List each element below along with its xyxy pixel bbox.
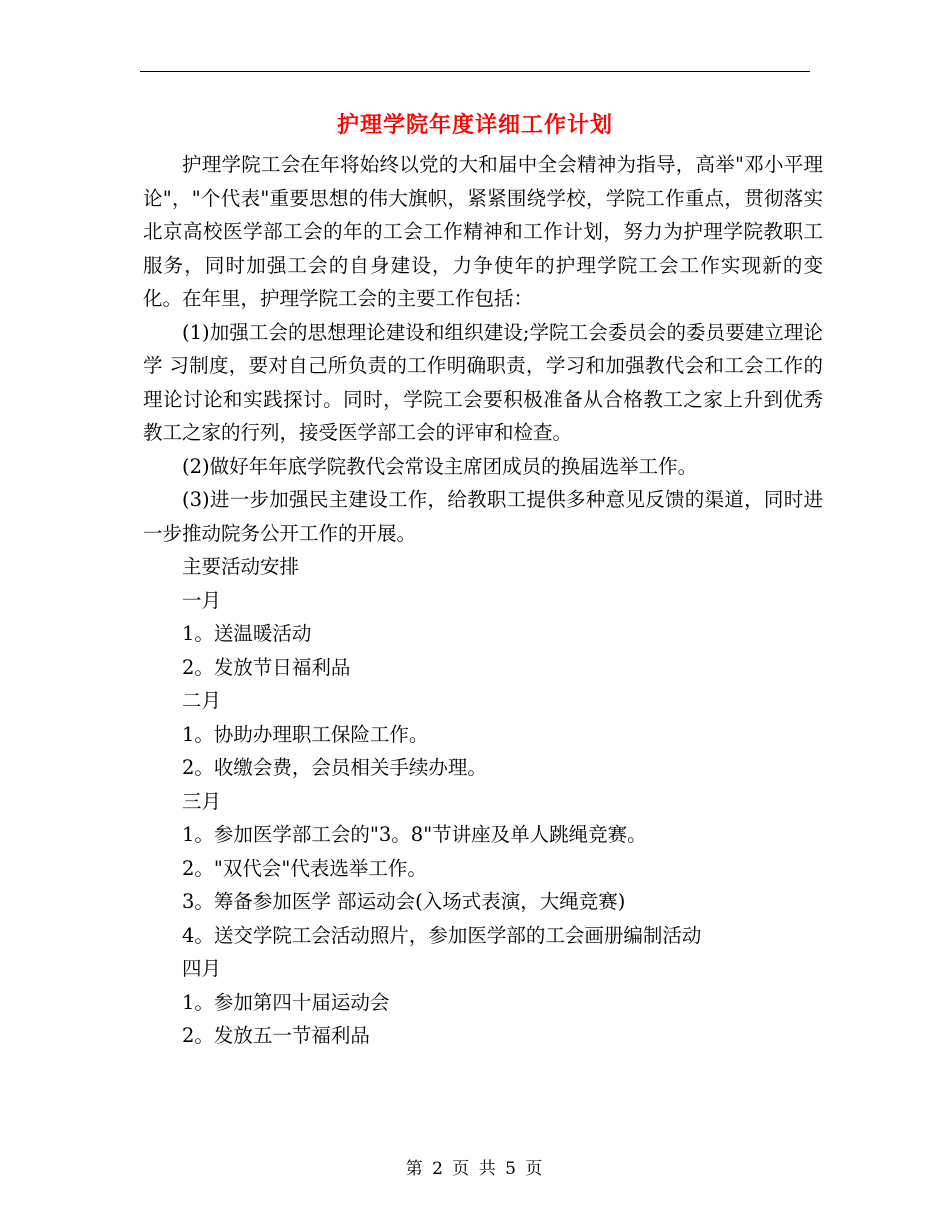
month-task: 4。送交学院工会活动照片，参加医学部的工会画册编制活动: [182, 923, 702, 947]
document-body: [143, 148, 823, 1053]
page-number: 第 2 页 共 5 页: [405, 1159, 545, 1179]
work-item-2: (2)做好年年底学院教代会常设主席团成员的换届选举工作。: [182, 454, 698, 478]
month-task: 1。参加医学部工会的"3。8"节讲座及单人跳绳竞赛。: [182, 823, 647, 846]
month-task: 3。筹备参加医学 部运动会(入场式表演，大绳竞赛): [182, 890, 626, 913]
month-task: 2。发放节日福利品: [182, 655, 351, 679]
month-task: 2。"双代会"代表选举工作。: [182, 856, 427, 880]
document-title: 护理学院年度详细工作计划: [336, 112, 613, 138]
month-task: 1。参加第四十届运动会: [182, 990, 390, 1014]
month-heading-feb: 二月: [182, 689, 222, 712]
month-heading-mar: 三月: [182, 789, 222, 813]
month-task: 1。送温暖活动: [182, 622, 312, 645]
month-heading-apr: 四月: [182, 957, 222, 980]
work-item-3: (3)进一步加强民主建设工作，给教职工提供多种意见反馈的渠道，同时进一步推动院务公开工作的开展。: [143, 488, 823, 545]
work-item-1: (1)加强工会的思想理论建设和组织建设;学院工会委员会的委员要建立理论学 习制度，要对自己所负责的工作明确职责，学习和加强教代会和工会工作的理论讨论和实践探讨。同时，学院工会要积极准备从合格教工之家上升到优秀教工之家的行列，接受医学部工会的评审和检查。: [143, 320, 823, 444]
schedule-heading: 主要活动安排: [182, 555, 300, 578]
month-task: 2。收缴会费，会员相关手续办理。: [182, 756, 487, 779]
month-task: 2。发放五一节福利品: [182, 1024, 370, 1047]
header-rule: [140, 71, 810, 72]
intro-paragraph: 护理学院工会在年将始终以党的大和届中全会精神为指导，高举"邓小平理论"，"个代表"重要思想的伟大旗帜，紧紧围绕学校，学院工作重点，贯彻落实北京高校医学部工会的年的工会工作精神和工作计划，努力为护理学院教职工服务，同时加强工会的自身建设，力争使年的护理学院工会工作实现新的变化。在年里，护理学院工会的主要工作包括：: [143, 153, 823, 310]
month-task: 1。协助办理职工保险工作。: [182, 722, 429, 746]
month-heading-jan: 一月: [182, 588, 222, 612]
